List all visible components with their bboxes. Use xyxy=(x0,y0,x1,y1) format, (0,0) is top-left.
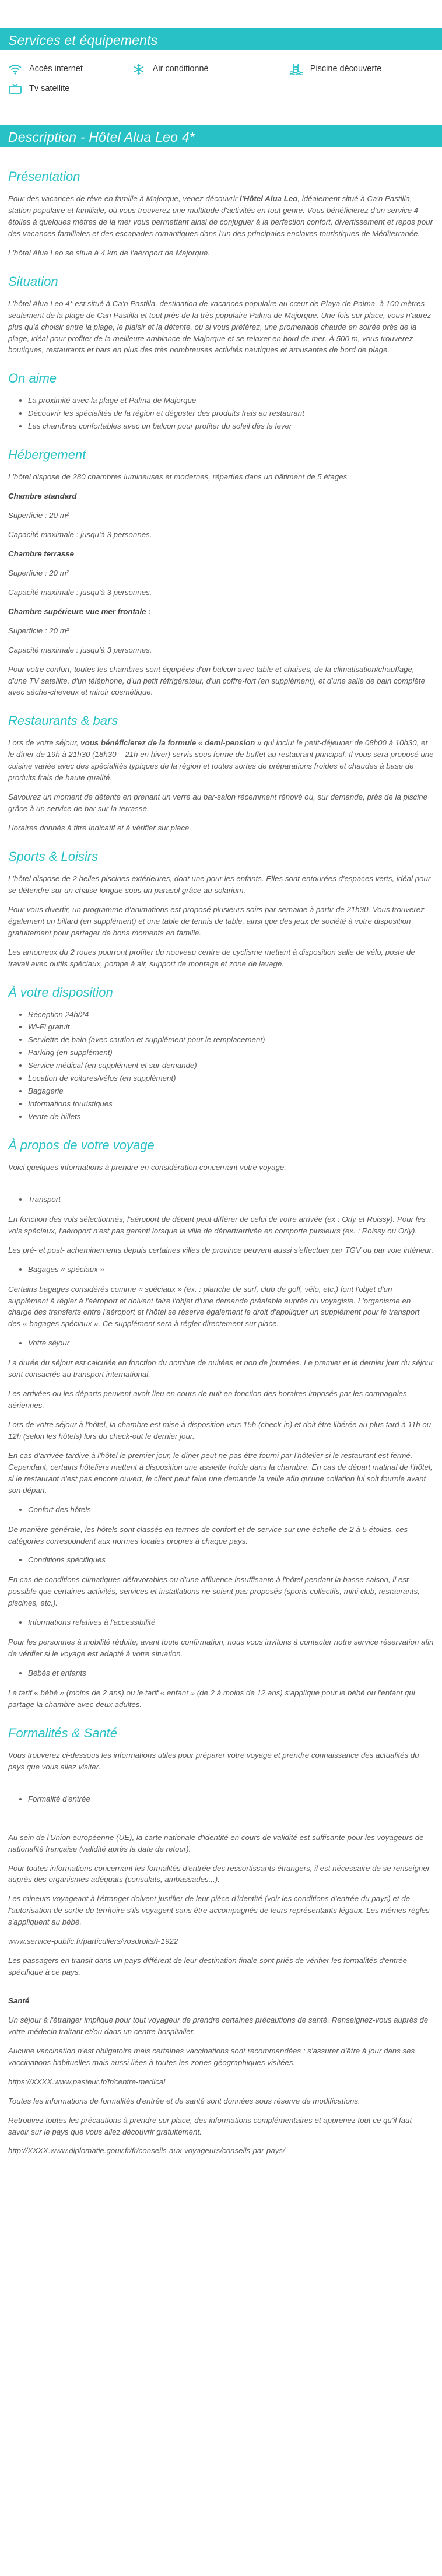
onaime-list xyxy=(28,395,434,432)
diplomatie-link[interactable]: http://XXXX.www.diplomatie.gouv.fr/fr/conseils-aux-voyageurs/conseils-par-pays/ xyxy=(8,2146,285,2156)
pasteur-link[interactable]: https://XXXX.www.pasteur.fr/fr/centre-medical xyxy=(8,2077,166,2086)
formalites-heading: Formalités & Santé xyxy=(8,1725,118,1740)
presentation-heading: Présentation xyxy=(8,169,80,184)
disposition-list xyxy=(28,1009,434,1123)
room-capacity: Capacité maximale : jusqu'à 3 personnes. xyxy=(8,530,152,539)
list-item: • Location de voitures/vélos (en supplément) xyxy=(28,1073,434,1084)
services-list xyxy=(0,50,442,99)
list-item: • Serviette de bain (avec caution et supplément pour le remplacement) xyxy=(28,1034,434,1046)
apropos-heading: À propos de votre voyage xyxy=(8,1137,155,1152)
apropos-paragraph: Les arrivées ou les départs peuvent avoir lieu en cours de nuit en fonction des horaires imposés par les compagnies aériennes. xyxy=(8,1389,407,1410)
apropos-paragraph: Voici quelques informations à prendre en considération concernant votre voyage. xyxy=(8,1162,287,1172)
formalites-paragraph: Les mineurs voyageant à l'étranger doivent justifier de leur pièce d'identité (voir les conditions d'entrée du pays) et de l'autorisation de sortie du territoire s'ils voyagent sans être accompagnés de leurs représentants légaux. Les mêmes règles s'appliquent au bébé. xyxy=(8,1894,430,1927)
restaurants-heading: Restaurants & bars xyxy=(8,713,118,728)
service-pool xyxy=(289,59,434,79)
list-item: • Découvrir les spécialités de la région et déguster des produits frais au restaurant xyxy=(28,408,434,419)
apropos-paragraph: La durée du séjour est calculée en fonction du nombre de nuitées et non de journées. Le premier et le dernier jour du séjour sont consacrés au transport international. xyxy=(8,1358,433,1379)
service-tv xyxy=(8,79,132,99)
sante-label: Santé xyxy=(8,1996,30,2005)
room-surface: Superficie : 20 m² xyxy=(8,626,69,635)
formalites-link xyxy=(8,1936,434,1947)
list-item: • Service médical (en supplément et sur demande) xyxy=(28,1060,434,1071)
service-label: Tv satellite xyxy=(29,84,70,94)
room-capacity: Capacité maximale : jusqu'à 3 personnes. xyxy=(8,645,152,654)
presentation-paragraph: L'hôtel Alua Leo se situe à 4 km de l'aéroport de Majorque. xyxy=(8,248,211,257)
situation-paragraph: L'hôtel Alua Leo 4* est situé à Ca'n Pastilla, destination de vacances populaire au cœur de Playa de Palma, à 100 mètres seulement de la plage de Can Pastilla et tout près de la très populaire Palma de Majorque. Une fois sur place, vous n'aurez plus qu'à choisir entre la plage, le plaisir et la détente, ou si vous préférez, une promenade chaude en soirée près de la plage, idéal pour profiter de la meilleure ambiance de Majorque et se relaxer en bord de mer. À 500 m, vous trouverez boutiques, restaurants et bars en plus des très nombreuses activités nautiques et amusantes de bord de plage. xyxy=(8,299,432,355)
service-public-link[interactable]: www.service-public.fr/particuliers/vosdroits/F1922 xyxy=(8,1937,178,1946)
services-title: Services et équipements xyxy=(0,28,442,50)
pool-icon xyxy=(289,64,303,75)
formalite-bullet: • Formalité d'entrée xyxy=(28,1793,434,1805)
hebergement-heading: Hébergement xyxy=(8,447,86,462)
room-surface: Superficie : 20 m² xyxy=(8,511,69,520)
list-item: • Wi-Fi gratuit xyxy=(28,1021,434,1033)
apropos-paragraph: Les pré- et post- acheminements depuis certaines villes de province peuvent aussi s'effectuer par TGV ou par voie intérieur. xyxy=(8,1245,434,1254)
conditions-bullet: • Conditions spécifiques xyxy=(28,1554,434,1566)
description-title: Description - Hôtel Alua Leo 4* xyxy=(0,125,442,147)
service-aircon xyxy=(132,59,289,79)
apropos-paragraph: En cas de conditions climatiques défavorables ou d'une affluence insuffisante à l'hôtel pendant la basse saison, il est possible que certaines activités, services et installations ne soient pas proposés (sports collectifs, mini club, restaurants, piscines, etc.). xyxy=(8,1575,420,1608)
apropos-paragraph: De manière générale, les hôtels sont classés en termes de confort et de service sur une échelle de 2 à 5 étoiles, ces catégories correspondent aux normes locales propres à chaque pays. xyxy=(8,1524,408,1545)
disposition-heading: À votre disposition xyxy=(8,984,113,1000)
room-name: Chambre supérieure vue mer frontale : xyxy=(8,607,151,616)
list-item: • Informations touristiques xyxy=(28,1098,434,1110)
room-name: Chambre terrasse xyxy=(8,549,75,558)
sante-paragraph: Un séjour à l'étranger implique pour tout voyageur de prendre certaines précautions de santé. Renseignez-vous auprès de votre médecin traitant et/ou dans un centre hospitalier. xyxy=(8,2015,429,2036)
bagages-bullet: • Bagages « spéciaux » xyxy=(28,1264,434,1275)
service-label: Accès internet xyxy=(29,64,83,74)
sports-paragraph: L'hôtel dispose de 2 belles piscines extérieures, dont une pour les enfants. Elles sont entourées d'espaces verts, idéal pour se détendre sur un chaise longue sous un parasol grâce au solarium. xyxy=(8,874,431,895)
onaime-heading: On aime xyxy=(8,371,57,386)
apropos-paragraph: Lors de votre séjour à l'hôtel, la chambre est mise à disposition vers 15h (check-in) et doit être libérée au plus tard à 11h ou 12h (selon les hôtels) lors du check-out le dernier jour. xyxy=(8,1420,432,1441)
room-name: Chambre standard xyxy=(8,492,77,501)
list-item: • La proximité avec la plage et Palma de Majorque xyxy=(28,395,434,406)
restaurants-paragraph: Horaires donnés à titre indicatif et à vérifier sur place. xyxy=(8,823,192,832)
apropos-paragraph: Pour les personnes à mobilité réduite, avant toute confirmation, nous vous invitons à contacter notre service réservation afin de vérifier si le voyage est adapté à votre situation. xyxy=(8,1638,434,1659)
room-surface: Superficie : 20 m² xyxy=(8,568,69,577)
bebes-bullet: • Bébés et enfants xyxy=(28,1667,434,1679)
apropos-paragraph: Le tarif « bébé » (moins de 2 ans) ou le tarif « enfant » (de 2 à moins de 12 ans) s'applique pour le bébé ou l'enfant qui partage la chambre avec deux adultes. xyxy=(8,1688,415,1709)
presentation-paragraph: Pour des vacances de rêve en famille à Majorque, venez découvrir l'Hôtel Alua Leo, idéalement situé à Ca'n Pastilla, station populaire et familiale, où vous trouverez une multitude d'activités en tout genre. Vous bénéficierez d'un service 4 étoiles à quelques mètres de la mer vous permettant ainsi de conjuguer à la perfection confort, divertissement et repos pour des vacances familiales et des escapades romantiques dans l'un des principales enclaves touristiques de Méditerranée. xyxy=(8,194,433,238)
sports-heading: Sports & Loisirs xyxy=(8,849,99,864)
list-item: • Réception 24h/24 xyxy=(28,1009,434,1021)
list-item: • Les chambres confortables avec un balcon pour profiter du soleil dès le lever xyxy=(28,420,434,432)
sejour-bullet: • Votre séjour xyxy=(28,1337,434,1349)
snowflake-icon xyxy=(132,64,146,75)
sports-paragraph: Les amoureux du 2 roues pourront profiter du nouveau centre de cyclisme mettant à disposition salle de vélo, poste de travail avec outils spéciaux, pompe à air, support de montage et zone de lavage. xyxy=(8,947,415,968)
hebergement-paragraph: Pour votre confort, toutes les chambres sont équipées d'un balcon avec table et chaises, de la climatisation/chauffage, d'une TV satellite, d'un téléphone, d'un petit réfrigérateur, d'un coffre-fort (en supplément), et d'une salle de bain complète avec sèche-cheveux et miroir cosmétique. xyxy=(8,664,425,697)
sante-link xyxy=(8,2076,434,2088)
confort-bullet: • Confort des hôtels xyxy=(28,1504,434,1516)
hebergement-paragraph: L'hôtel dispose de 280 chambres lumineuses et modernes, réparties dans un bâtiment de 5 étages. xyxy=(8,472,350,482)
sante-paragraph: Toutes les informations de formalités d'entrée et de santé sont données sous réserve de modifications. xyxy=(8,2096,360,2105)
list-item: • Bagagerie xyxy=(28,1085,434,1097)
formalites-paragraph: Vous trouverez ci-dessous les informations utiles pour préparer votre voyage et prendre connaissance des actualités du pays que vous allez visiter. xyxy=(8,1750,419,1771)
tv-icon xyxy=(8,83,22,95)
apropos-paragraph: Certains bagages considérés comme « spéciaux » (ex. : planche de surf, club de golf, vélo, etc.) font l'objet d'un supplément à régler à l'aéroport et doivent faire l'objet d'une demande préalable auprès du voyagiste. L'organisme en charge des transferts entre l'aéroport et l'hôtel se réserve également le droit d'appliquer un supplément pour le transport des « bagages spéciaux ». Ce supplément sera à régler directement sur place. xyxy=(8,1284,420,1329)
sports-paragraph: Pour vous divertir, un programme d'animations est proposé plusieurs soirs par semaine à partir de 21h30. Vous trouverez également un billard (en supplément) et une table de tennis de table, ainsi que des jeux de société à votre disposition gratuitement pour partager de bons moments en famille. xyxy=(8,905,425,937)
room-capacity: Capacité maximale : jusqu'à 3 personnes. xyxy=(8,587,152,597)
formalites-paragraph: Les passagers en transit dans un pays différent de leur destination finale sont priés de vérifier les formalités d'entrée spécifique à ce pays. xyxy=(8,1956,408,1977)
list-item: • Parking (en supplément) xyxy=(28,1047,434,1059)
list-item: • Vente de billets xyxy=(28,1111,434,1123)
service-label: Piscine découverte xyxy=(310,64,382,74)
formalites-paragraph: Pour toutes informations concernant les formalités d'entrée des ressortissants étrangers, il est nécessaire de se renseigner auprès des organismes adéquats (consulats, ambassades...). xyxy=(8,1863,430,1884)
sante-link xyxy=(8,2145,434,2157)
description-content xyxy=(0,167,442,2157)
service-label: Air conditionné xyxy=(152,64,209,74)
restaurants-paragraph: Savourez un moment de détente en prenant un verre au bar-salon récemment rénové ou, sur demande, près de la piscine grâce à un service de bar sur la terrasse. xyxy=(8,793,427,814)
apropos-paragraph: En fonction des vols sélectionnés, l'aéroport de départ peut différer de celui de votre arrivée (ex : Orly et Roissy). Pour les vols spéciaux, l'aéroport n'est pas garanti lorsque la ville de départ/arrivée en comporte plusieurs (ex. : Roissy ou Orly). xyxy=(8,1214,426,1235)
wifi-icon xyxy=(8,64,22,75)
apropos-paragraph: En cas d'arrivée tardive à l'hôtel le premier jour, le dîner peut ne pas être fourni par l'hôtelier si le restaurant est fermé. Cependant, certains hôteliers mettent à disposition une assiette froide dans la chambre. En cas de départ matinal de l'hôtel, si le restaurant n'est pas encore ouvert, le client peut faire une demande la veille afin qu'une collation lui soit fournie avant son départ. xyxy=(8,1450,433,1495)
sante-paragraph: Aucune vaccination n'est obligatoire mais certaines vaccinations sont recommandées : s'assurer d'être à jour dans ses vaccinations habituelles mais aussi liées à toutes les zones géographiques visitées. xyxy=(8,2046,415,2067)
service-internet xyxy=(8,59,132,79)
restaurants-paragraph: Lors de votre séjour, vous bénéficierez de la formule « demi-pension » qui inclut le petit-déjeuner de 08h00 à 10h30, et le dîner de 19h à 21h30 (18h30 – 21h en hiver) servis sous forme de buffet au restaurant principal. Il vous sera proposé une cuisine variée avec des spécialités typiques de la région et toutes sortes de préparations froides et chaudes à base de produits frais de haute qualité. xyxy=(8,738,434,783)
sante-paragraph: Retrouvez toutes les précautions à prendre sur place, des informations complémentaires et apprenez tout ce qu'il faut savoir sur le pays que vous allez découvrir gratuitement. xyxy=(8,2115,412,2136)
access-bullet: • Informations relatives à l'accessibilité xyxy=(28,1617,434,1628)
formalites-paragraph: Au sein de l'Union européenne (UE), la carte nationale d'identité en cours de validité est suffisante pour les voyageurs de nationalité française (validité après la date de retour). xyxy=(8,1832,424,1853)
transport-bullet: • Transport xyxy=(28,1194,434,1205)
situation-heading: Situation xyxy=(8,274,58,289)
